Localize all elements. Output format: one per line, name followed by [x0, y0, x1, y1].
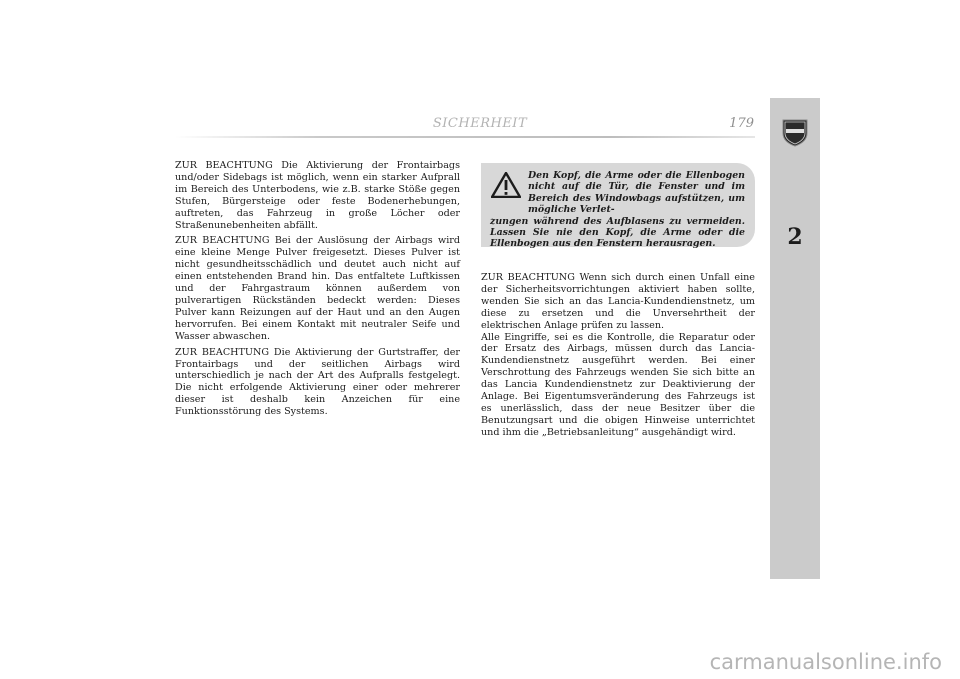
chapter-side-tab [770, 98, 820, 579]
header-rule [175, 136, 755, 138]
left-column [175, 160, 460, 422]
paragraph-after-accident: ZUR BEACHTUNG Wenn sich durch einen Unfall eine der Sicherheitsvorrichtungen aktiviert haben sollte, wenden Sie sich an das Lancia-Kundendienstnetz, um diese zu ersetzen und die Unversehrtheit der elektrischen Anlage prüfen zu lassen. [481, 272, 755, 331]
lancia-logo-icon [780, 117, 810, 147]
warning-text-rest: zungen während des Aufblasens zu vermeiden. Lassen Sie nie den Kopf, die Arme oder die Ellenbogen aus den Fenstern herausragen. [490, 215, 745, 250]
section-title: SICHERHEIT [432, 116, 528, 131]
paragraph-service: Alle Eingriffe, sei es die Kontrolle, die Reparatur oder der Ersatz des Airbags, müssen durch das Lancia-Kundendienstnetz ausgeführt werden. Bei einer Verschrottung des Fahrzeugs wenden Sie sich bitte an das Lancia Kundendienstnetz zur Deaktivierung der Anlage. Bei Eigentumsveränderung des Fahrzeugs ist es unerlässlich, dass der neue Besitzer über die Benutzungsart und die obigen Hinweise unterrichtet und ihm die „Betriebsanleitung“ ausgehändigt wird. [481, 331, 755, 438]
chapter-number: 2 [787, 224, 803, 250]
right-column [481, 272, 755, 439]
paragraph-airbag-activation: ZUR BEACHTUNG Die Aktivierung der Frontairbags und/oder Sidebags ist möglich, wenn ein starker Aufprall im Bereich des Unterbodens, wie z.B. starke Stöße gegen Stufen, Bürgersteige oder feste Bodenerhebungen, auftreten, das Fahrzeug in große Löcher oder Straßenunebenheiten abfällt. [175, 160, 460, 231]
warning-text [490, 170, 745, 250]
page-number: 179 [729, 116, 754, 131]
watermark: carmanualsonline.info [709, 650, 942, 674]
paragraph-pretensioner: ZUR BEACHTUNG Die Aktivierung der Gurtstraffer, der Frontairbags und der seitlichen Airbags wird unterschiedlich je nach der Art des Aufpralls festgelegt. Die nicht erfolgende Aktivierung einer oder mehrerer dieser ist deshalb kein Anzeichen für eine Funktionsstörung des Systems. [175, 346, 460, 418]
warning-text-lead: Den Kopf, die Arme oder die Ellenbogen nicht auf die Tür, die Fenster und im Bereich des Windowbags aufstützen, um mögliche Verlet- [528, 170, 745, 216]
paragraph-airbag-powder: ZUR BEACHTUNG Bei der Auslösung der Airbags wird eine kleine Menge Pulver freigesetzt. Dieses Pulver ist nicht gesundheitsschädlich und deutet auch nicht auf einen entstehenden Brand hin. Das entfaltete Luftkissen und der Fahrgastraum können außerdem von pulverartigen Rückständen bedeckt werden: Dieses Pulver kann Reizungen auf der Haut und an den Augen hervorrufen. Bei einem Kontakt mit neutraler Seife und Wasser abwaschen. [175, 235, 460, 342]
